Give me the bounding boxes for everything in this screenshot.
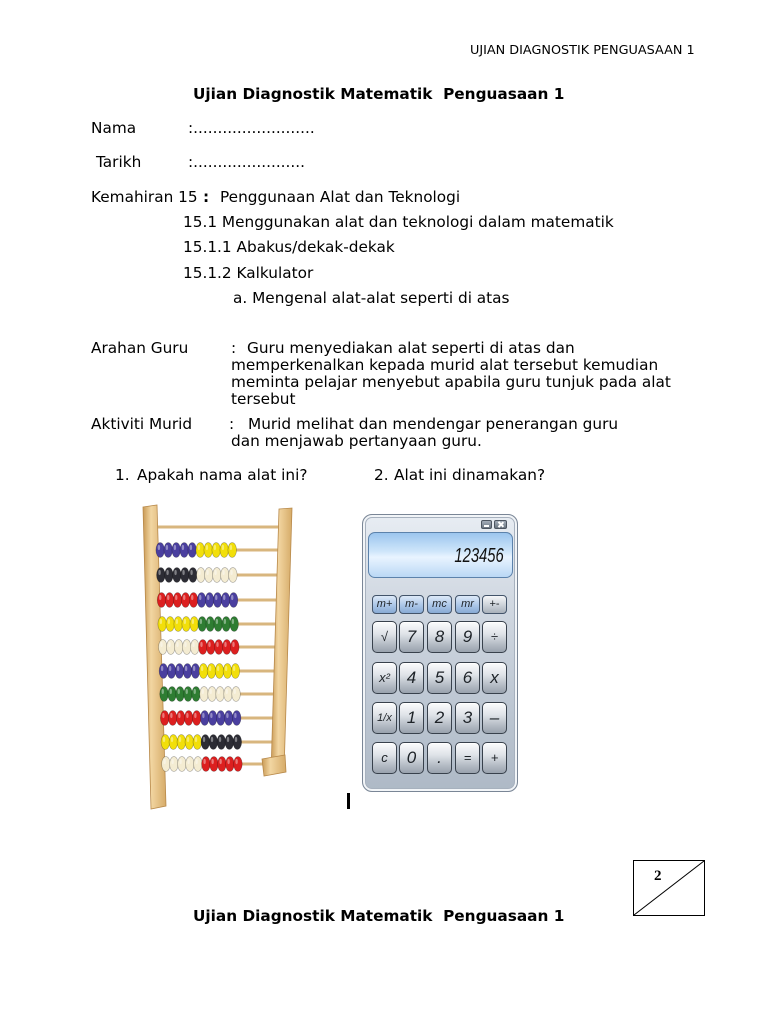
calc-key-m-minus: m-	[399, 595, 424, 614]
abacus-bead	[216, 711, 225, 726]
abacus-bead	[157, 568, 166, 583]
abacus-image	[135, 500, 305, 815]
abacus-bead	[191, 664, 200, 679]
abacus-bead	[180, 543, 189, 558]
aktiviti-murid-line: Murid melihat dan mendengar penerangan guru	[248, 415, 619, 433]
page-number: 2	[654, 868, 662, 884]
abacus-bead	[202, 757, 211, 772]
field-blank-nama: :.........................	[188, 119, 315, 137]
calc-key-7: 7	[399, 621, 424, 653]
arahan-guru-label: Arahan Guru	[91, 339, 189, 357]
display-value: 123456	[454, 545, 504, 567]
running-header: UJIAN DIAGNOSTIK PENGUASAAN 1	[470, 43, 695, 58]
calc-key-sqrt: √	[372, 621, 397, 653]
abacus-bead	[221, 593, 230, 608]
abacus-bead	[173, 568, 182, 583]
skill-colon: :	[203, 188, 210, 206]
abacus-bead	[214, 640, 223, 655]
abacus-bead	[193, 735, 202, 750]
close-icon	[494, 520, 507, 529]
calculator-display	[368, 532, 513, 578]
abacus-bead	[177, 735, 186, 750]
abacus-bead	[190, 640, 199, 655]
abacus-bead	[232, 687, 241, 702]
abacus-bead	[226, 757, 235, 772]
abacus-bead	[213, 568, 222, 583]
skill-objective: a. Mengenal alat-alat seperti di atas	[233, 289, 510, 307]
abacus-bead	[198, 640, 207, 655]
abacus-bead	[198, 617, 207, 632]
abacus-bead	[164, 543, 173, 558]
field-blank-tarikh: :.......................	[188, 153, 305, 171]
arahan-guru-line: meminta pelajar menyebut apabila guru tunjuk pada alat	[231, 373, 671, 391]
subskill-item: 15.1.2 Kalkulator	[183, 264, 314, 282]
subskill-item: 15.1.1 Abakus/dekak-dekak	[183, 238, 395, 256]
arahan-guru-line: memperkenalkan kepada murid alat tersebut kemudian	[231, 356, 659, 374]
field-label-tarikh: Tarikh	[96, 153, 142, 171]
calc-key-equals: =	[455, 742, 480, 774]
question-number: 2.	[374, 466, 389, 484]
abacus-bead	[213, 593, 222, 608]
calc-key-add: +	[482, 742, 507, 774]
abacus-bead	[182, 617, 191, 632]
footer-title: Ujian Diagnostik Matematik Penguasaan 1	[193, 907, 565, 925]
abacus-bead	[206, 617, 215, 632]
calc-key-divide: ÷	[482, 621, 507, 653]
abacus-bead	[160, 687, 169, 702]
abacus-bead	[207, 664, 216, 679]
calc-key-multiply: x	[482, 662, 507, 694]
page-title: Ujian Diagnostik Matematik Penguasaan 1	[193, 85, 565, 103]
abacus-bead	[222, 640, 231, 655]
abacus-bead	[184, 687, 193, 702]
vertical-bar-mark	[347, 793, 350, 809]
subskill-item: 15.1 Menggunakan alat dan teknologi dalam matematik	[183, 213, 614, 231]
abacus-bead	[208, 711, 217, 726]
abacus-bead	[214, 617, 223, 632]
question-text: Alat ini dinamakan?	[394, 466, 546, 484]
abacus-bead	[234, 757, 243, 772]
abacus-bead	[157, 593, 166, 608]
abacus-bead	[222, 617, 231, 632]
abacus-right-post	[271, 508, 292, 772]
abacus-bead	[166, 640, 175, 655]
calc-key-subtract: –	[482, 702, 507, 734]
abacus-bead	[168, 687, 177, 702]
abacus-bead	[182, 640, 191, 655]
arahan-guru-colon: :	[231, 339, 237, 357]
abacus-foot	[262, 755, 286, 776]
calc-key-mr: mr	[455, 595, 480, 614]
calc-key-2: 2	[427, 702, 452, 734]
calc-key-clear: c	[372, 742, 397, 774]
abacus-bead	[209, 735, 218, 750]
abacus-bead	[212, 543, 221, 558]
abacus-bead	[230, 617, 239, 632]
abacus-bead	[183, 664, 192, 679]
abacus-bead	[197, 568, 206, 583]
abacus-bead	[168, 711, 177, 726]
abacus-bead	[156, 543, 165, 558]
calc-key-4: 4	[399, 662, 424, 694]
calc-key-square: x²	[372, 662, 397, 694]
page-box-diagonal	[634, 861, 704, 915]
page-number-box	[633, 860, 705, 916]
calc-key-m-plus: m+	[372, 595, 397, 614]
skill-name: Penggunaan Alat dan Teknologi	[220, 188, 461, 206]
abacus-bead	[192, 687, 201, 702]
calc-key-decimal: .	[427, 742, 452, 774]
abacus-bead	[165, 568, 174, 583]
abacus-bead	[200, 687, 209, 702]
abacus-bead	[217, 735, 226, 750]
abacus-bead	[231, 664, 240, 679]
abacus-bead	[181, 568, 190, 583]
field-label-nama: Nama	[91, 119, 137, 137]
abacus-bead	[162, 757, 171, 772]
abacus-bead	[228, 543, 237, 558]
abacus-bead	[172, 543, 181, 558]
abacus-bead	[166, 617, 175, 632]
abacus-bead	[167, 664, 176, 679]
abacus-bead	[184, 711, 193, 726]
abacus-bead	[165, 593, 174, 608]
abacus-bead	[176, 687, 185, 702]
abacus-bead	[175, 664, 184, 679]
abacus-bead	[221, 568, 230, 583]
calc-key-3: 3	[455, 702, 480, 734]
abacus-bead	[229, 568, 238, 583]
abacus-bead	[170, 757, 179, 772]
abacus-bead	[200, 711, 209, 726]
abacus-bead	[189, 568, 198, 583]
abacus-bead	[229, 593, 238, 608]
abacus-bead	[232, 711, 241, 726]
calculator-image	[362, 514, 518, 792]
abacus-bead	[204, 543, 213, 558]
aktiviti-murid-line: dan menjawab pertanyaan guru.	[231, 432, 482, 450]
abacus-bead	[225, 735, 234, 750]
calc-key-plus-minus: +-	[482, 595, 507, 614]
abacus-bead	[194, 757, 203, 772]
abacus-bead	[223, 664, 232, 679]
abacus-bead	[159, 664, 168, 679]
abacus-bead	[192, 711, 201, 726]
arahan-guru-line: Guru menyediakan alat seperti di atas dan	[247, 339, 575, 357]
abacus-bead	[161, 735, 170, 750]
calc-key-0: 0	[399, 742, 424, 774]
minimize-icon	[481, 520, 492, 529]
abacus-bead	[197, 593, 206, 608]
abacus-bead	[205, 593, 214, 608]
abacus-bead	[224, 711, 233, 726]
question-text: Apakah nama alat ini?	[137, 466, 308, 484]
question-number: 1.	[115, 466, 130, 484]
abacus-bead	[215, 664, 224, 679]
abacus-bead	[218, 757, 227, 772]
abacus-bead	[224, 687, 233, 702]
abacus-bead	[210, 757, 219, 772]
abacus-bead	[158, 640, 167, 655]
abacus-bead	[201, 735, 210, 750]
abacus-bead	[216, 687, 225, 702]
arahan-guru-line: tersebut	[231, 390, 296, 408]
calc-key-9: 9	[455, 621, 480, 653]
abacus-bead	[230, 640, 239, 655]
abacus-bead	[173, 593, 182, 608]
abacus-bead	[169, 735, 178, 750]
calc-key-1: 1	[399, 702, 424, 734]
abacus-bead	[178, 757, 187, 772]
abacus-bead	[205, 568, 214, 583]
abacus-bead	[176, 711, 185, 726]
abacus-bead	[188, 543, 197, 558]
abacus-bead	[190, 617, 199, 632]
abacus-bead	[189, 593, 198, 608]
abacus-bead	[174, 640, 183, 655]
aktiviti-murid-label: Aktiviti Murid	[91, 415, 193, 433]
abacus-beads	[156, 543, 242, 772]
abacus-bead	[220, 543, 229, 558]
calc-key-8: 8	[427, 621, 452, 653]
abacus-bead	[160, 711, 169, 726]
calc-key-mc: mc	[427, 595, 452, 614]
abacus-bead	[199, 664, 208, 679]
abacus-bead	[233, 735, 242, 750]
abacus-bead	[185, 735, 194, 750]
abacus-bead	[196, 543, 205, 558]
aktiviti-murid-colon: :	[229, 415, 235, 433]
abacus-bead	[208, 687, 217, 702]
abacus-bead	[158, 617, 167, 632]
abacus-bead	[206, 640, 215, 655]
skill-label: Kemahiran 15	[91, 188, 198, 206]
abacus-bead	[186, 757, 195, 772]
calc-key-6: 6	[455, 662, 480, 694]
calc-key-5: 5	[427, 662, 452, 694]
abacus-bead	[181, 593, 190, 608]
calc-key-reciprocal: 1/x	[372, 702, 397, 734]
abacus-bead	[174, 617, 183, 632]
